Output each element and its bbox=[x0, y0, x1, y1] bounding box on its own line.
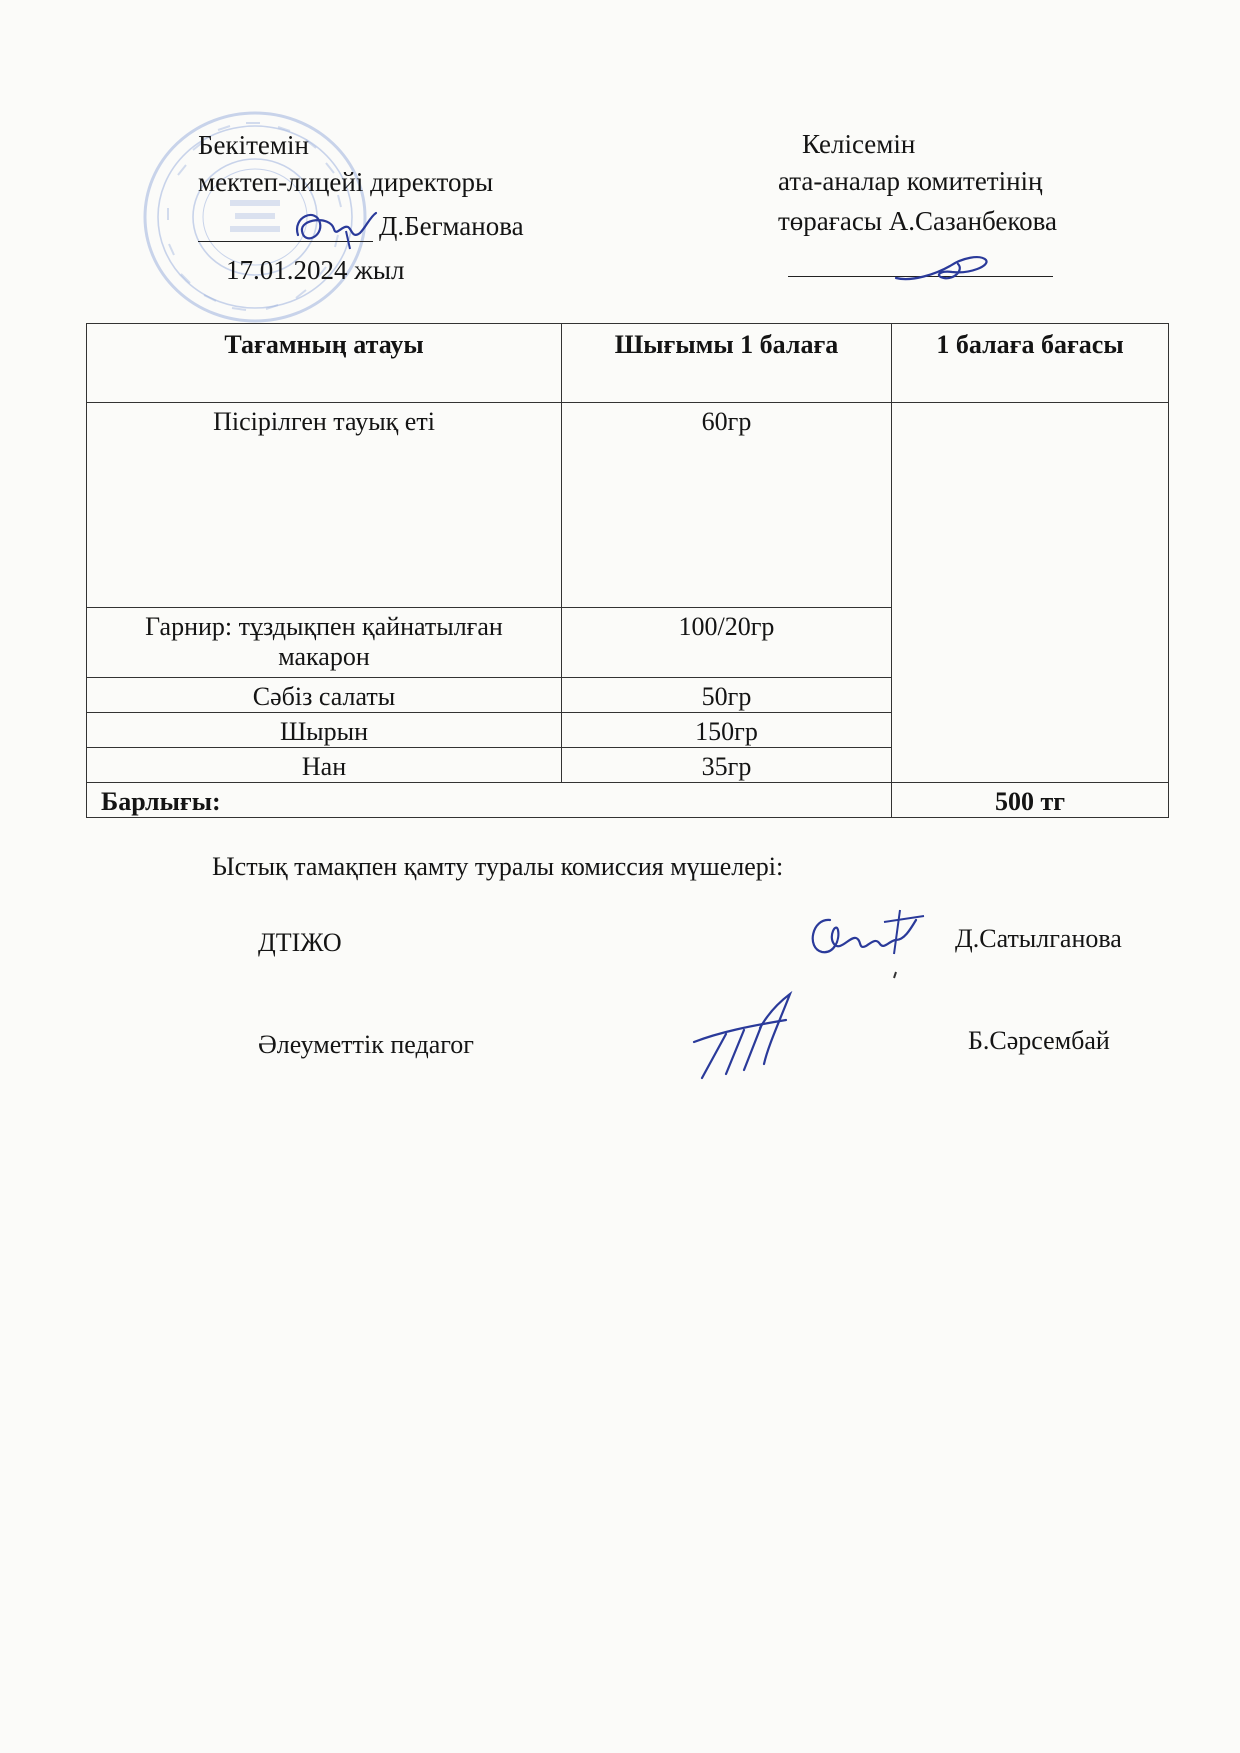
approval-title: Бекітемін bbox=[198, 130, 309, 160]
portion-cell: 150гр bbox=[562, 713, 892, 748]
dish-name-cell: Шырын bbox=[87, 713, 562, 748]
table-total-row bbox=[87, 783, 1169, 818]
price-cell-empty bbox=[892, 403, 1169, 783]
header-portion: Шығымы 1 балаға bbox=[562, 324, 892, 403]
director-signature bbox=[290, 205, 380, 251]
agreement-position-line1: ата-аналар комитетінің bbox=[778, 166, 1043, 196]
portion-cell: 50гр bbox=[562, 678, 892, 713]
member-signature-2 bbox=[690, 990, 800, 1080]
menu-table bbox=[86, 323, 1169, 818]
approval-date: 17.01.2024 жыл bbox=[226, 255, 405, 285]
portion-cell: 35гр bbox=[562, 748, 892, 783]
dish-name-cell: Гарнир: тұздықпен қайнатылған макарон bbox=[87, 608, 562, 678]
header-price: 1 балаға бағасы bbox=[892, 324, 1169, 403]
approval-name: Д.Бегманова bbox=[379, 211, 524, 241]
agreement-title: Келісемін bbox=[802, 129, 916, 159]
approval-position: мектеп-лицейі директоры bbox=[198, 167, 494, 197]
member-signature-1 bbox=[800, 900, 940, 980]
committee-signature bbox=[892, 248, 992, 288]
header-dish-name: Тағамның атауы bbox=[87, 324, 562, 403]
agreement-position-line2: төрағасы А.Сазанбекова bbox=[778, 206, 1058, 236]
table-row bbox=[87, 403, 1169, 608]
portion-cell: 60гр bbox=[562, 403, 892, 608]
total-value: 500 тг bbox=[892, 783, 1169, 818]
dish-name-cell: Пісірілген тауық еті bbox=[87, 403, 562, 608]
table-header-row bbox=[87, 324, 1169, 403]
commission-member-name: Б.Сәрсембай bbox=[968, 1026, 1110, 1055]
portion-cell: 100/20гр bbox=[562, 608, 892, 678]
total-label: Барлығы: bbox=[87, 783, 892, 818]
commission-member-name: Д.Сатылганова bbox=[955, 924, 1122, 953]
dish-name-cell: Сәбіз салаты bbox=[87, 678, 562, 713]
commission-member-role: Әлеуметтік педагог bbox=[258, 1030, 474, 1059]
dish-name-cell: Нан bbox=[87, 748, 562, 783]
commission-member-role: ДТІЖО bbox=[258, 928, 342, 957]
commission-title: Ыстық тамақпен қамту туралы комиссия мүшелері: bbox=[212, 852, 784, 881]
